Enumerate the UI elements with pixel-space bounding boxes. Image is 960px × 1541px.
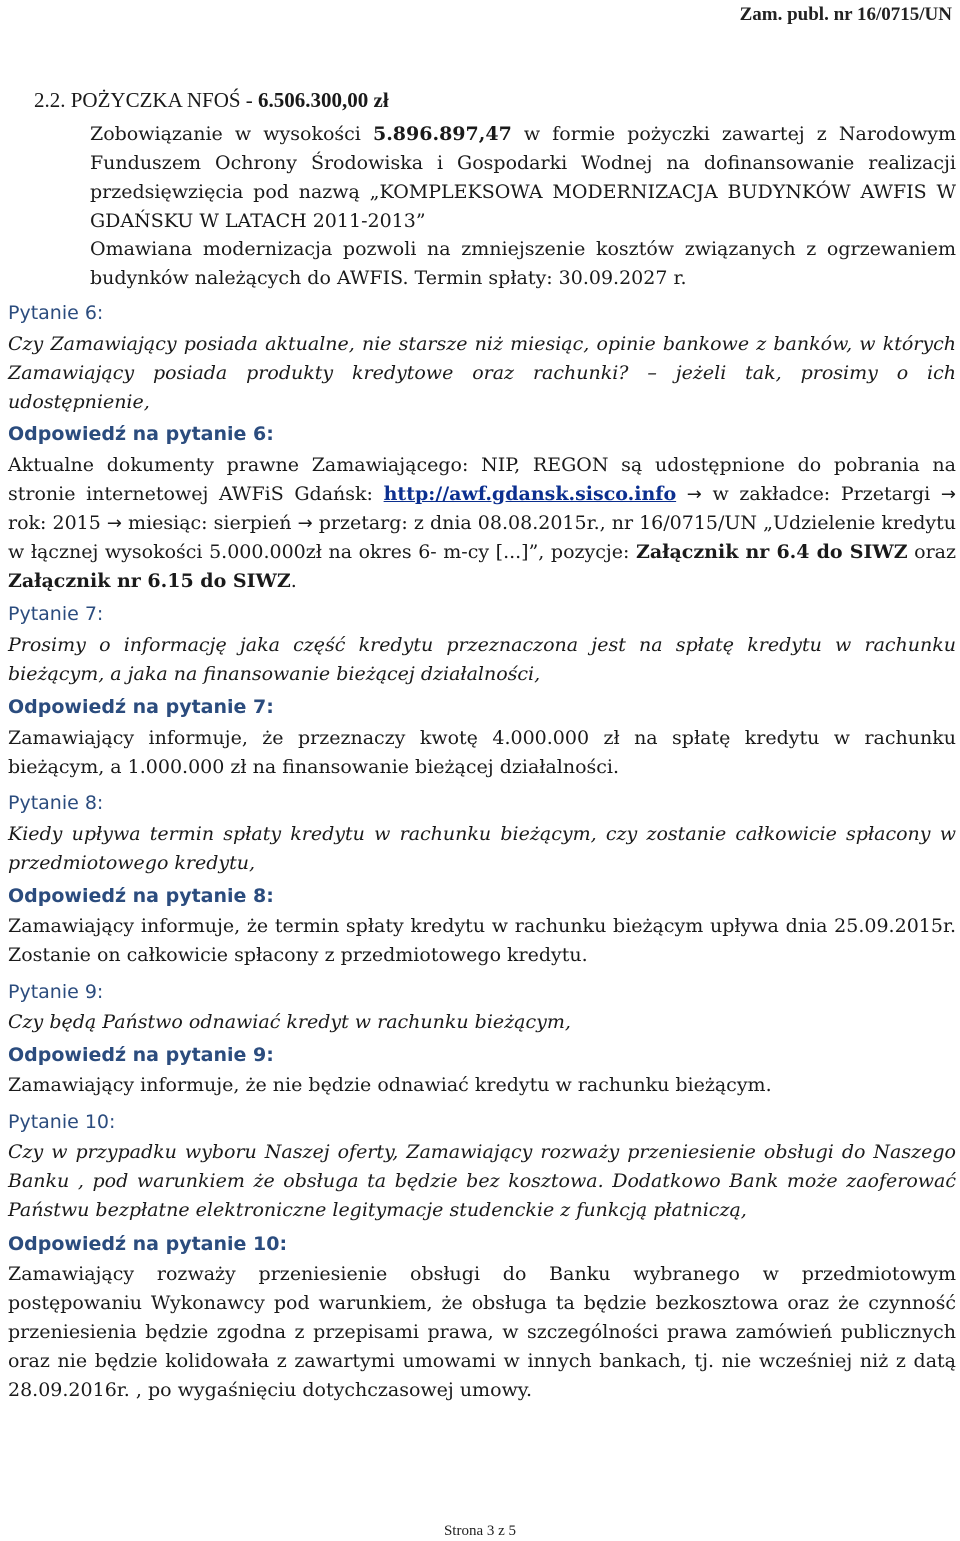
answer-9-label: Odpowiedź na pytanie 9: xyxy=(8,1044,274,1066)
answer-6-label: Odpowiedź na pytanie 6: xyxy=(8,423,274,445)
section-title-amount: 6.506.300,00 zł xyxy=(258,88,389,112)
question-9-text: Czy będą Państwo odnawiać kredyt w rachunku bieżącym, xyxy=(8,1011,571,1033)
loan-description-paragraph xyxy=(90,120,956,236)
question-9-label: Pytanie 9: xyxy=(8,981,104,1003)
answer-6-text-mid: oraz xyxy=(907,541,956,563)
answer-6-text xyxy=(8,451,956,596)
answer-8-label: Odpowiedź na pytanie 8: xyxy=(8,885,274,907)
answer-7-text: Zamawiający informuje, że przeznaczy kwotę 4.000.000 zł na spłatę kredytu w rachunku bieżącym, a 1.000.000 zł na finansowanie bieżącej działalności. xyxy=(8,727,956,778)
answer-7-label: Odpowiedź na pytanie 7: xyxy=(8,696,274,718)
arrow-right-icon: → xyxy=(297,513,313,534)
question-7-label: Pytanie 7: xyxy=(8,603,104,625)
loan-text-b: w formie pożyczki zawartej z Narodowym Funduszem Ochrony Środowiska i Gospodarki Wodnej na dofinansowanie realizacji przedsięwzięcia pod nazwą „KOMPLEKSOWA MODERNIZACJA BUDYNKÓW AWFIS W GDAŃSKU W LATACH 2011-2013” xyxy=(90,123,956,232)
question-10-text: Czy w przypadku wyboru Naszej oferty, Zamawiający rozważy przeniesienie obsługi do Naszego Banku , pod warunkiem że obsługa ta będzie bez kosztowa. Dodatkowo Bank może zaoferować Państwu bezpłatne elektroniczne legitymacje studenckie z funkcją płatniczą, xyxy=(8,1141,956,1221)
awfis-website-link[interactable]: http://awf.gdansk.sisco.info xyxy=(383,483,677,505)
answer-6-text-e: przetarg: z dnia 08.08.2015r., nr 16/0715/UN „Udzielenie kredytu w łącznej wysokości 5.000.000zł na okres 6- m-cy [...]”, pozycje: xyxy=(8,512,957,563)
question-10-label: Pytanie 10: xyxy=(8,1111,116,1133)
question-8-text: Kiedy upływa termin spłaty kredytu w rachunku bieżącym, czy zostanie całkowicie spłacony w przedmiotowego kredytu, xyxy=(8,823,956,874)
attachment-6-15: Załącznik nr 6.15 do SIWZ xyxy=(8,570,291,592)
arrow-right-icon: → xyxy=(686,484,702,505)
answer-6-text-c: rok: 2015 xyxy=(8,512,107,534)
arrow-right-icon: → xyxy=(940,484,957,505)
question-7-text: Prosimy o informację jaka część kredytu przeznaczona jest na spłatę kredytu w rachunku bieżącym, a jaka na finansowanie bieżącej działalności, xyxy=(8,634,956,685)
arrow-right-icon: → xyxy=(106,513,122,534)
loan-amount: 5.896.897,47 xyxy=(372,123,512,145)
answer-9-text: Zamawiający informuje, że nie będzie odnawiać kredytu w rachunku bieżącym. xyxy=(8,1074,772,1096)
loan-text-a: Zobowiązanie w wysokości xyxy=(90,123,373,145)
answer-10-label: Odpowiedź na pytanie 10: xyxy=(8,1233,288,1255)
document-reference-header: Zam. publ. nr 16/0715/UN xyxy=(739,4,952,25)
page-number-footer: Strona 3 z 5 xyxy=(443,1523,517,1539)
question-6-label: Pytanie 6: xyxy=(8,302,104,324)
answer-6-text-end: . xyxy=(290,570,297,592)
modernization-paragraph: Omawiana modernizacja pozwoli na zmniejszenie kosztów związanych z ogrzewaniem budynków należących do AWFIS. Termin spłaty: 30.09.2027 r. xyxy=(90,238,956,289)
question-6-text: Czy Zamawiający posiada aktualne, nie starsze niż miesiąc, opinie bankowe z banków, w których Zamawiający posiada produkty kredytowe oraz rachunki? – jeżeli tak, prosimy o ich udostępnienie, xyxy=(8,333,956,413)
answer-8-text: Zamawiający informuje, że termin spłaty kredytu w rachunku bieżącym upływa dnia 25.09.2015r. Zostanie on całkowicie spłacony z przedmiotowego kredytu. xyxy=(8,915,956,966)
answer-6-text-b: w zakładce: Przetargi xyxy=(701,483,941,505)
attachment-6-4: Załącznik nr 6.4 do SIWZ xyxy=(636,541,908,563)
question-8-label: Pytanie 8: xyxy=(8,792,104,814)
answer-10-text: Zamawiający rozważy przeniesienie obsługi do Banku wybranego w przedmiotowym postępowaniu Wykonawcy pod warunkiem, że obsługa ta będzie bezkosztowa oraz że czynność przeniesienia będzie zgodna z przepisami prawa, w szczególności prawa zamówień publicznych oraz nie będzie kolidowała z zawartymi umowami w innych bankach, tj. nie wcześniej niż z datą 28.09.2016r. , po wygaśnięciu dotychczasowej umowy. xyxy=(8,1263,956,1401)
section-title-prefix: 2.2. POŻYCZKA NFOŚ - xyxy=(34,88,259,112)
section-title xyxy=(34,88,389,113)
answer-6-text-d: miesiąc: sierpień xyxy=(122,512,298,534)
answer-6-text-a: Aktualne dokumenty prawne Zamawiającego: NIP, REGON są udostępnione do pobrania na stronie internetowej AWFiS Gdańsk: xyxy=(8,454,956,505)
